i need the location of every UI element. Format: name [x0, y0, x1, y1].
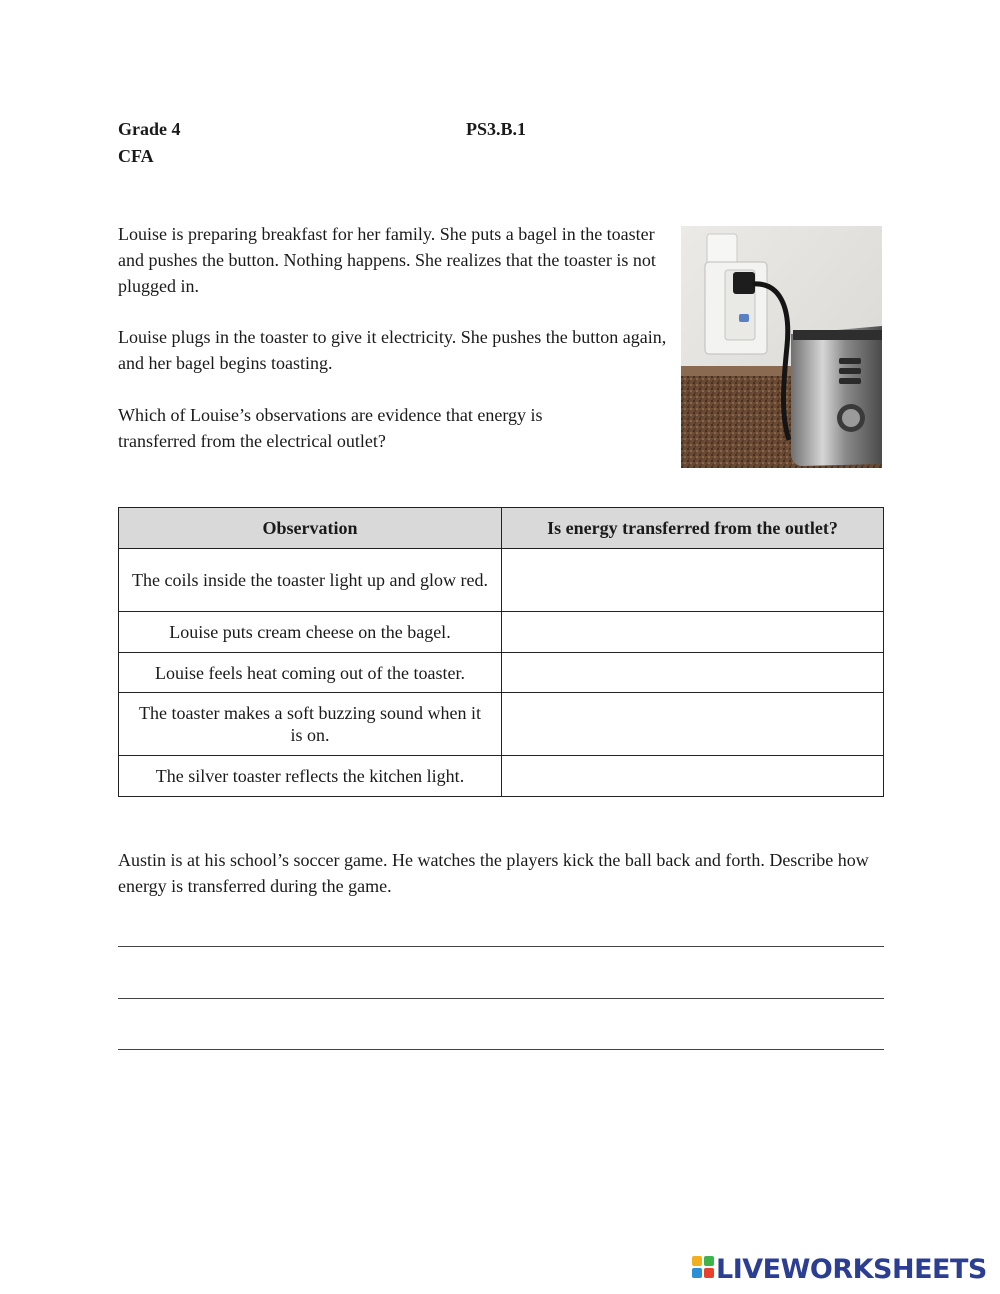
- standard-code: PS3.B.1: [466, 119, 527, 139]
- table-row: [119, 549, 884, 612]
- question-1: Which of Louise’s observations are evidence that energy is transferred from the electrical outlet?: [118, 405, 543, 451]
- answer-line[interactable]: [118, 946, 884, 947]
- observation-cell: The silver toaster reflects the kitchen light.: [119, 756, 502, 797]
- answer-cell[interactable]: [502, 693, 884, 756]
- observation-cell: Louise feels heat coming out of the toaster.: [119, 653, 502, 693]
- observation-table: [118, 507, 884, 797]
- scenario-paragraph-1: Louise is preparing breakfast for her family. She puts a bagel in the toaster and pushes the button. Nothing happens. She realizes that the toaster is not plugged in.: [118, 224, 656, 296]
- answer-cell[interactable]: [502, 549, 884, 612]
- answer-cell[interactable]: [502, 653, 884, 693]
- table-row: [119, 653, 884, 693]
- table-row: [119, 756, 884, 797]
- table-row: [119, 693, 884, 756]
- observation-cell: Louise puts cream cheese on the bagel.: [119, 612, 502, 653]
- energy-transfer-column-header: Is energy transferred from the outlet?: [502, 508, 884, 549]
- answer-cell[interactable]: [502, 756, 884, 797]
- scenario-paragraph-2: Louise plugs in the toaster to give it electricity. She pushes the button again, and her bagel begins toasting.: [118, 327, 667, 373]
- liveworksheets-logo-icon: [692, 1256, 716, 1282]
- answer-line[interactable]: [118, 998, 884, 999]
- answer-line[interactable]: [118, 1049, 884, 1050]
- assessment-type-label: CFA: [118, 146, 154, 166]
- table-header-row: [119, 508, 884, 549]
- answer-cell[interactable]: [502, 612, 884, 653]
- observation-column-header: Observation: [119, 508, 502, 549]
- liveworksheets-logo: [692, 1255, 987, 1283]
- observation-cell: The toaster makes a soft buzzing sound when it is on.: [119, 693, 502, 756]
- question-2: Austin is at his school’s soccer game. He watches the players kick the ball back and forth. Describe how energy is transferred during the game.: [118, 850, 869, 896]
- toaster-outlet-photo: [681, 226, 882, 468]
- liveworksheets-wordmark: LIVEWORKSHEETS: [716, 1253, 987, 1285]
- table-row: [119, 612, 884, 653]
- observation-cell: The coils inside the toaster light up and glow red.: [119, 549, 502, 612]
- grade-label: Grade 4: [118, 119, 181, 139]
